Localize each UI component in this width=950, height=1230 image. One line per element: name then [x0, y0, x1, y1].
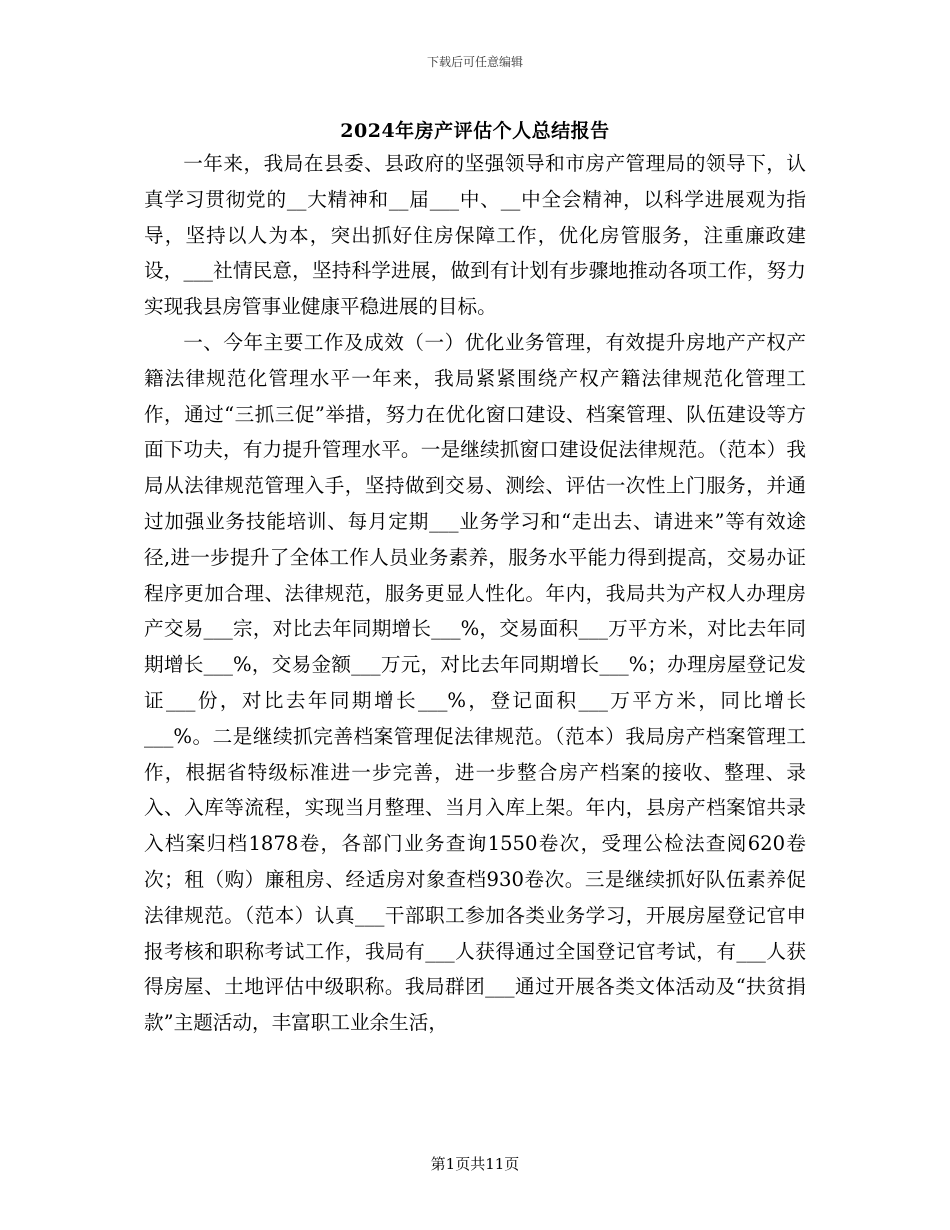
header-note: 下载后可任意编辑 [426, 55, 523, 69]
document-title: 2024年房产评估个人总结报告 [340, 120, 610, 142]
paragraph: 一、今年主要工作及成效（一）优化业务管理，有效提升房地产产权产籍法律规范化管理水平一年来，我局紧紧围绕产权产籍法律规范化管理工作，通过“三抓三促”举措，努力在优化窗口建设、档案管理、队伍建设等方面下功夫，有力提升管理水平。一是继续抓窗口建设促法律规范。（范本）我局从法律规范管理入手，坚持做到交易、测绘、评估一次性上门服务，并通过加强业务技能培训、每月定期___业务学习和“走出去、请进来”等有效途径,进一步提升了全体工作人员业务素养，服务水平能力得到提高，交易办证程序更加合理、法律规范，服务更显人性化。年内，我局共为产权人办理房产交易___宗，对比去年同期增长___%，交易面积___万平方米，对比去年同期增长___%，交易金额___万元，对比去年同期增长___%；办理房屋登记发证___份，对比去年同期增长___%，登记面积___万平方米，同比增长___%。二是继续抓完善档案管理促法律规范。（范本）我局房产档案管理工作，根据省特级标准进一步完善，进一步整合房产档案的接收、整理、录入、入库等流程，实现当月整理、当月入库上架。年内，县房产档案馆共录入档案归档1878卷，各部门业务查询1550卷次，受理公检法查阅620卷次；租（购）廉租房、经适房对象查档930卷次。三是继续抓好队伍素养促法律规范。（范本）认真___干部职工参加各类业务学习，开展房屋登记官申报考核和职称考试工作，我局有___人获得通过全国登记官考试，有___人获得房屋、土地评估中级职称。我局群团___通过开展各类文体活动及“扶贫捐款”主题活动，丰富职工业余生活， [144, 330, 806, 1035]
page-footer: 第1页共11页 [430, 1155, 520, 1173]
paragraph: 一年来，我局在县委、县政府的坚强领导和市房产管理局的领导下，认真学习贯彻党的__大精神和__届___中、__中全会精神，以科学进展观为指导，坚持以人为本，突出抓好住房保障工作，优化房管服务，注重廉政建设，___社情民意，坚持科学进展，做到有计划有步骤地推动各项工作，努力实现我县房管事业健康平稳进展的目标。 [144, 152, 806, 319]
document-body [144, 146, 806, 1041]
